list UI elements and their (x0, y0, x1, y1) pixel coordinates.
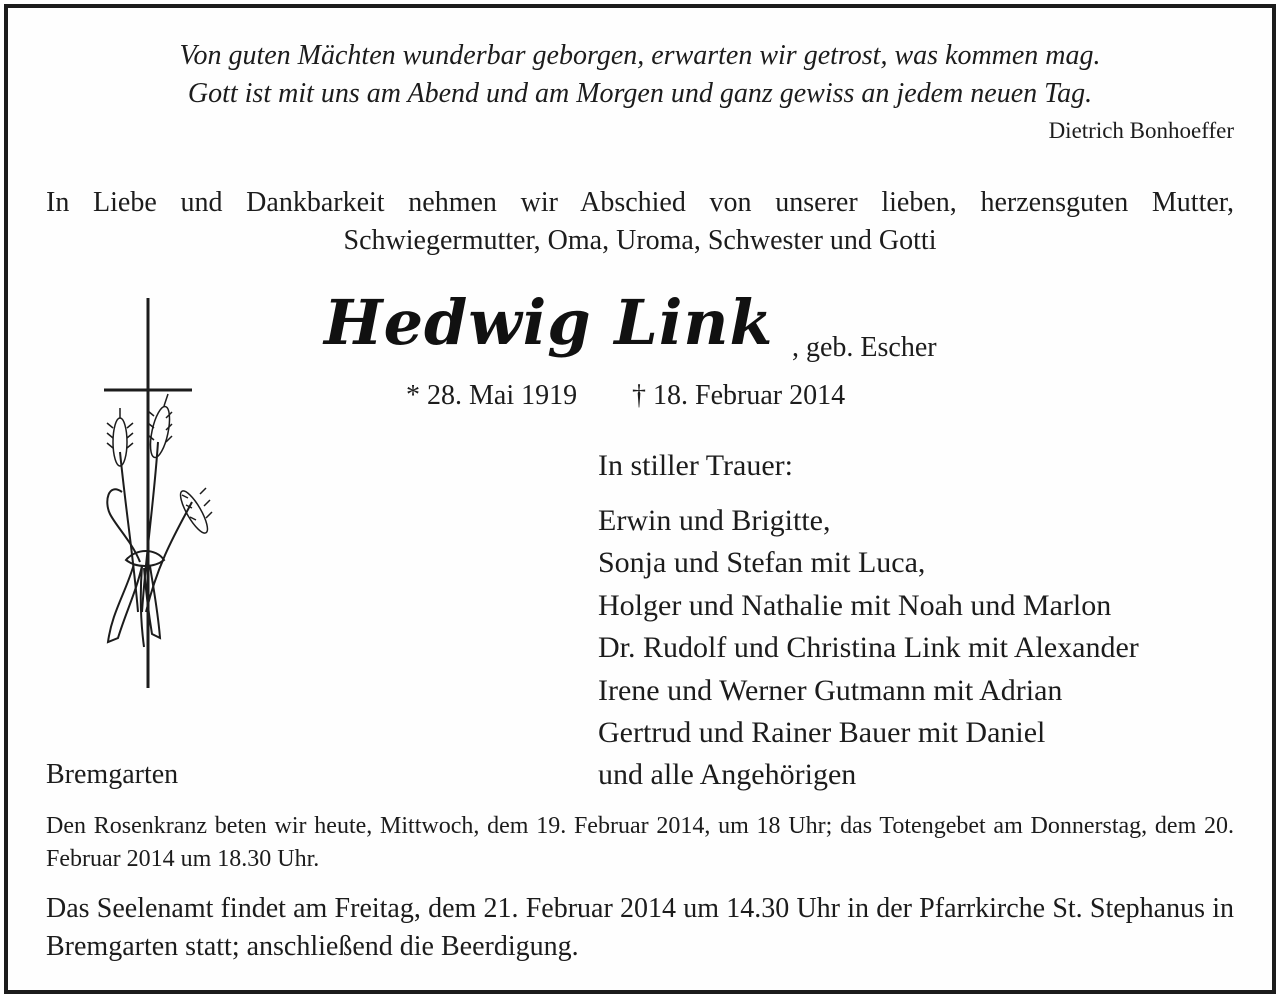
quote-line-2: Gott ist mit uns am Abend und am Morgen und ganz gewiss an jedem neuen Tag. (187, 78, 1093, 109)
cross-with-wheat-icon (96, 292, 226, 692)
list-item: Erwin und Brigitte, (598, 504, 831, 537)
list-item: und alle Angehörigen (598, 758, 857, 792)
quote-line-1: Von guten Mächten wunderbar geborgen, erwarten wir getrost, was kommen mag. (179, 40, 1101, 71)
quote-author: Dietrich Bonhoeffer (1048, 118, 1234, 143)
deceased-name: Hedwig Link (324, 286, 774, 359)
intro-text: In Liebe und Dankbarkeit nehmen wir Abschied von unserer lieben, herzensguten Mutter, Schwiegermutter, Oma, Uroma, Schwester und Gotti (46, 187, 1234, 256)
maiden-name: , geb. Escher (792, 332, 937, 363)
death-date: † 18. Februar 2014 (632, 380, 846, 411)
list-item: Dr. Rudolf und Christina Link mit Alexander (598, 631, 1139, 665)
list-item: Holger und Nathalie mit Noah und Marlon (598, 588, 1112, 622)
list-item: Irene und Werner Gutmann mit Adrian (598, 673, 1063, 707)
list-item: Sonja und Stefan mit Luca, (598, 546, 926, 580)
list-item: Gertrud und Rainer Bauer mit Daniel (598, 715, 1046, 749)
requiem-notice: Das Seelenamt findet am Freitag, dem 21. Februar 2014 um 14.30 Uhr in der Pfarrkirche St. Stephanus in Bremgarten statt; anschließend die Beerdigung. (46, 893, 1234, 962)
rosary-notice: Den Rosenkranz beten wir heute, Mittwoch, dem 19. Februar 2014, um 18 Uhr; das Totengebet am Donnerstag, dem 20. Februar 2014 um 18.30 Uhr. (46, 813, 1234, 872)
mourners-list (598, 500, 1139, 797)
mourners-heading: In stiller Trauer: (598, 449, 793, 482)
birth-date: * 28. Mai 1919 (406, 380, 578, 411)
place-name: Bremgarten (46, 759, 179, 790)
